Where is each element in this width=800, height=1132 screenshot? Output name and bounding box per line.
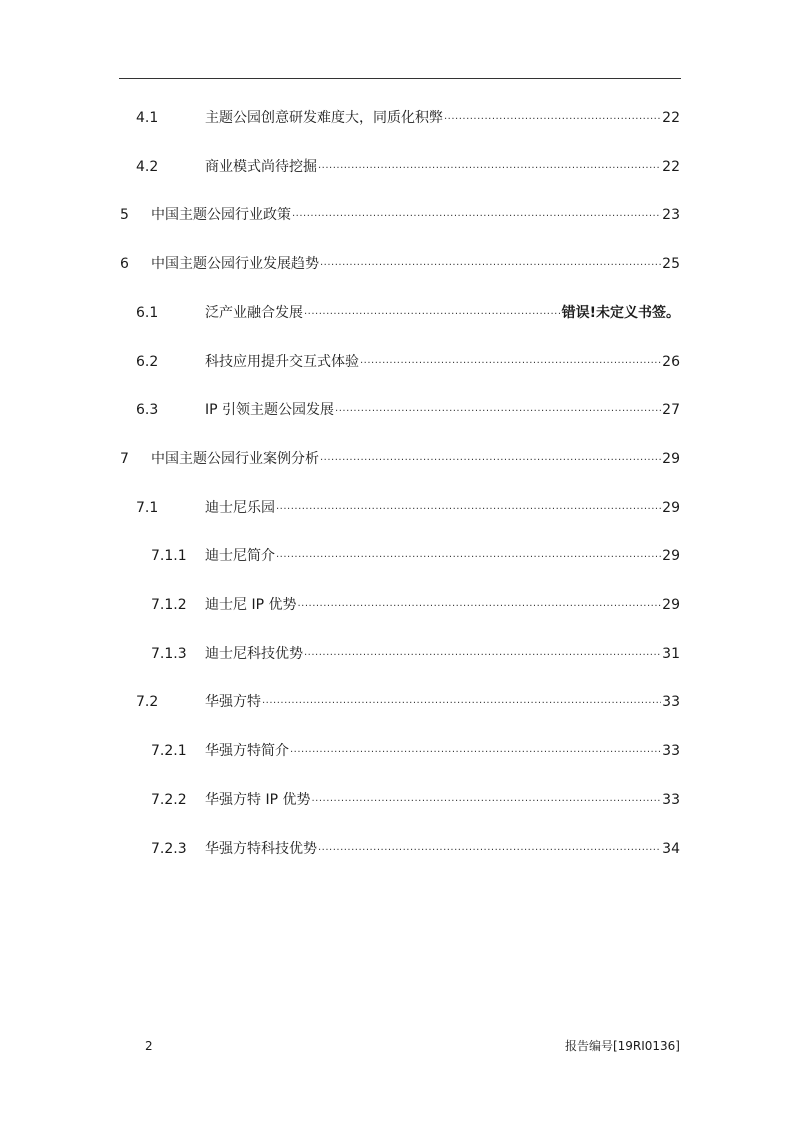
- toc-entry-number: 4.2: [136, 158, 159, 175]
- toc-entry[interactable]: [151, 838, 680, 860]
- toc-entry[interactable]: [151, 740, 680, 762]
- toc-entry-page: 31: [662, 645, 680, 662]
- toc-entry-page: 25: [662, 256, 680, 273]
- toc-dot-leader: [297, 593, 661, 615]
- toc-dot-leader: [320, 447, 661, 469]
- toc-entry-page: 33: [662, 743, 680, 760]
- toc-entry-title: IP 引领主题公园发展: [205, 402, 335, 419]
- toc-entry-title: 中国主题公园行业案例分析: [151, 450, 319, 467]
- toc-entry-title: 主题公园创意研发难度大，同质化积弊: [205, 110, 443, 126]
- toc-entry-title: 华强方特: [205, 694, 261, 711]
- toc-entry-title: 迪士尼乐园: [205, 499, 275, 516]
- toc-entry[interactable]: [151, 789, 680, 811]
- toc-entry-page-error: 错误!未定义书签。: [561, 304, 680, 321]
- toc-dot-leader: [318, 837, 661, 859]
- toc-entry-title: 迪士尼 IP 优势: [205, 597, 297, 613]
- toc-entry-number: 6.1: [136, 304, 159, 321]
- toc-dot-leader: [290, 739, 661, 761]
- toc-entry-title: 华强方特简介: [205, 743, 289, 760]
- toc-dot-leader: [318, 155, 661, 177]
- toc-entry-number: 7.2.1: [151, 743, 187, 760]
- toc-entry-number: 7.1.1: [151, 548, 187, 565]
- toc-entry-number: 7.1.2: [151, 597, 187, 613]
- toc-dot-leader: [320, 252, 661, 274]
- toc-entry-title: 华强方特科技优势: [205, 840, 317, 857]
- toc-entry-number: 4.1: [136, 110, 159, 126]
- toc-entry[interactable]: [136, 497, 680, 519]
- toc-dot-leader: [276, 544, 661, 566]
- toc-dot-leader: [311, 788, 661, 810]
- toc-entry[interactable]: [136, 351, 680, 373]
- toc-entry-page: 22: [662, 110, 680, 126]
- toc-entry[interactable]: [136, 107, 680, 129]
- toc-entry-page: 27: [662, 402, 680, 419]
- toc-entry-number: 6: [120, 256, 129, 273]
- toc-entry-page: 23: [662, 207, 680, 224]
- toc-entry-number: 7.2: [136, 694, 159, 711]
- footer-page-number: 2: [145, 1039, 153, 1053]
- toc-entry-number: 5: [120, 207, 129, 224]
- toc-entry-title: 中国主题公园行业发展趋势: [151, 256, 319, 273]
- toc-entry[interactable]: [151, 594, 680, 616]
- toc-dot-leader: [335, 398, 661, 420]
- toc-entry-title: 泛产业融合发展: [205, 304, 303, 321]
- toc-dot-leader: [292, 203, 661, 225]
- toc-dot-leader: [360, 350, 661, 372]
- toc-dot-leader: [262, 690, 661, 712]
- toc-entry-page: 29: [662, 499, 680, 516]
- toc-entry[interactable]: [120, 448, 680, 470]
- toc-entry-title: 科技应用提升交互式体验: [205, 353, 359, 370]
- header-rule: [119, 78, 681, 79]
- toc-entry-number: 7: [120, 450, 129, 467]
- toc-entry[interactable]: [136, 156, 680, 178]
- toc-entry-number: 6.3: [136, 402, 159, 419]
- toc-entry[interactable]: [136, 302, 680, 324]
- toc-entry-page: 22: [662, 158, 680, 175]
- toc-entry[interactable]: [136, 691, 680, 713]
- toc-entry-title: 华强方特 IP 优势: [205, 791, 311, 808]
- toc-entry-page: 33: [662, 791, 680, 808]
- toc-entry-title: 迪士尼简介: [205, 548, 275, 565]
- toc-entry-title: 迪士尼科技优势: [205, 645, 303, 662]
- toc-dot-leader: [304, 301, 561, 323]
- toc-entry[interactable]: [120, 253, 680, 275]
- toc-entry-page: 29: [662, 548, 680, 565]
- toc-entry[interactable]: [151, 545, 680, 567]
- toc-entry-number: 7.1: [136, 499, 159, 516]
- toc-entry-number: 7.2.3: [151, 840, 187, 857]
- footer-report-id: 报告编号[19RI0136]: [564, 1039, 680, 1053]
- toc-entry-number: 7.2.2: [151, 791, 187, 808]
- toc-entry-page: 29: [662, 450, 680, 467]
- toc-dot-leader: [444, 106, 661, 128]
- toc-entry[interactable]: [120, 204, 680, 226]
- toc-entry[interactable]: [136, 399, 680, 421]
- toc-entry-title: 中国主题公园行业政策: [151, 207, 291, 224]
- toc-entry-page: 26: [662, 353, 680, 370]
- toc-entry-number: 7.1.3: [151, 645, 187, 662]
- toc-dot-leader: [304, 642, 661, 664]
- toc-entry-number: 6.2: [136, 353, 159, 370]
- toc-entry-title: 商业模式尚待挖掘: [205, 158, 317, 175]
- toc-entry-page: 34: [662, 840, 680, 857]
- toc-entry-page: 29: [662, 597, 680, 613]
- toc-dot-leader: [276, 496, 661, 518]
- toc-entry[interactable]: [151, 643, 680, 665]
- toc-entry-page: 33: [662, 694, 680, 711]
